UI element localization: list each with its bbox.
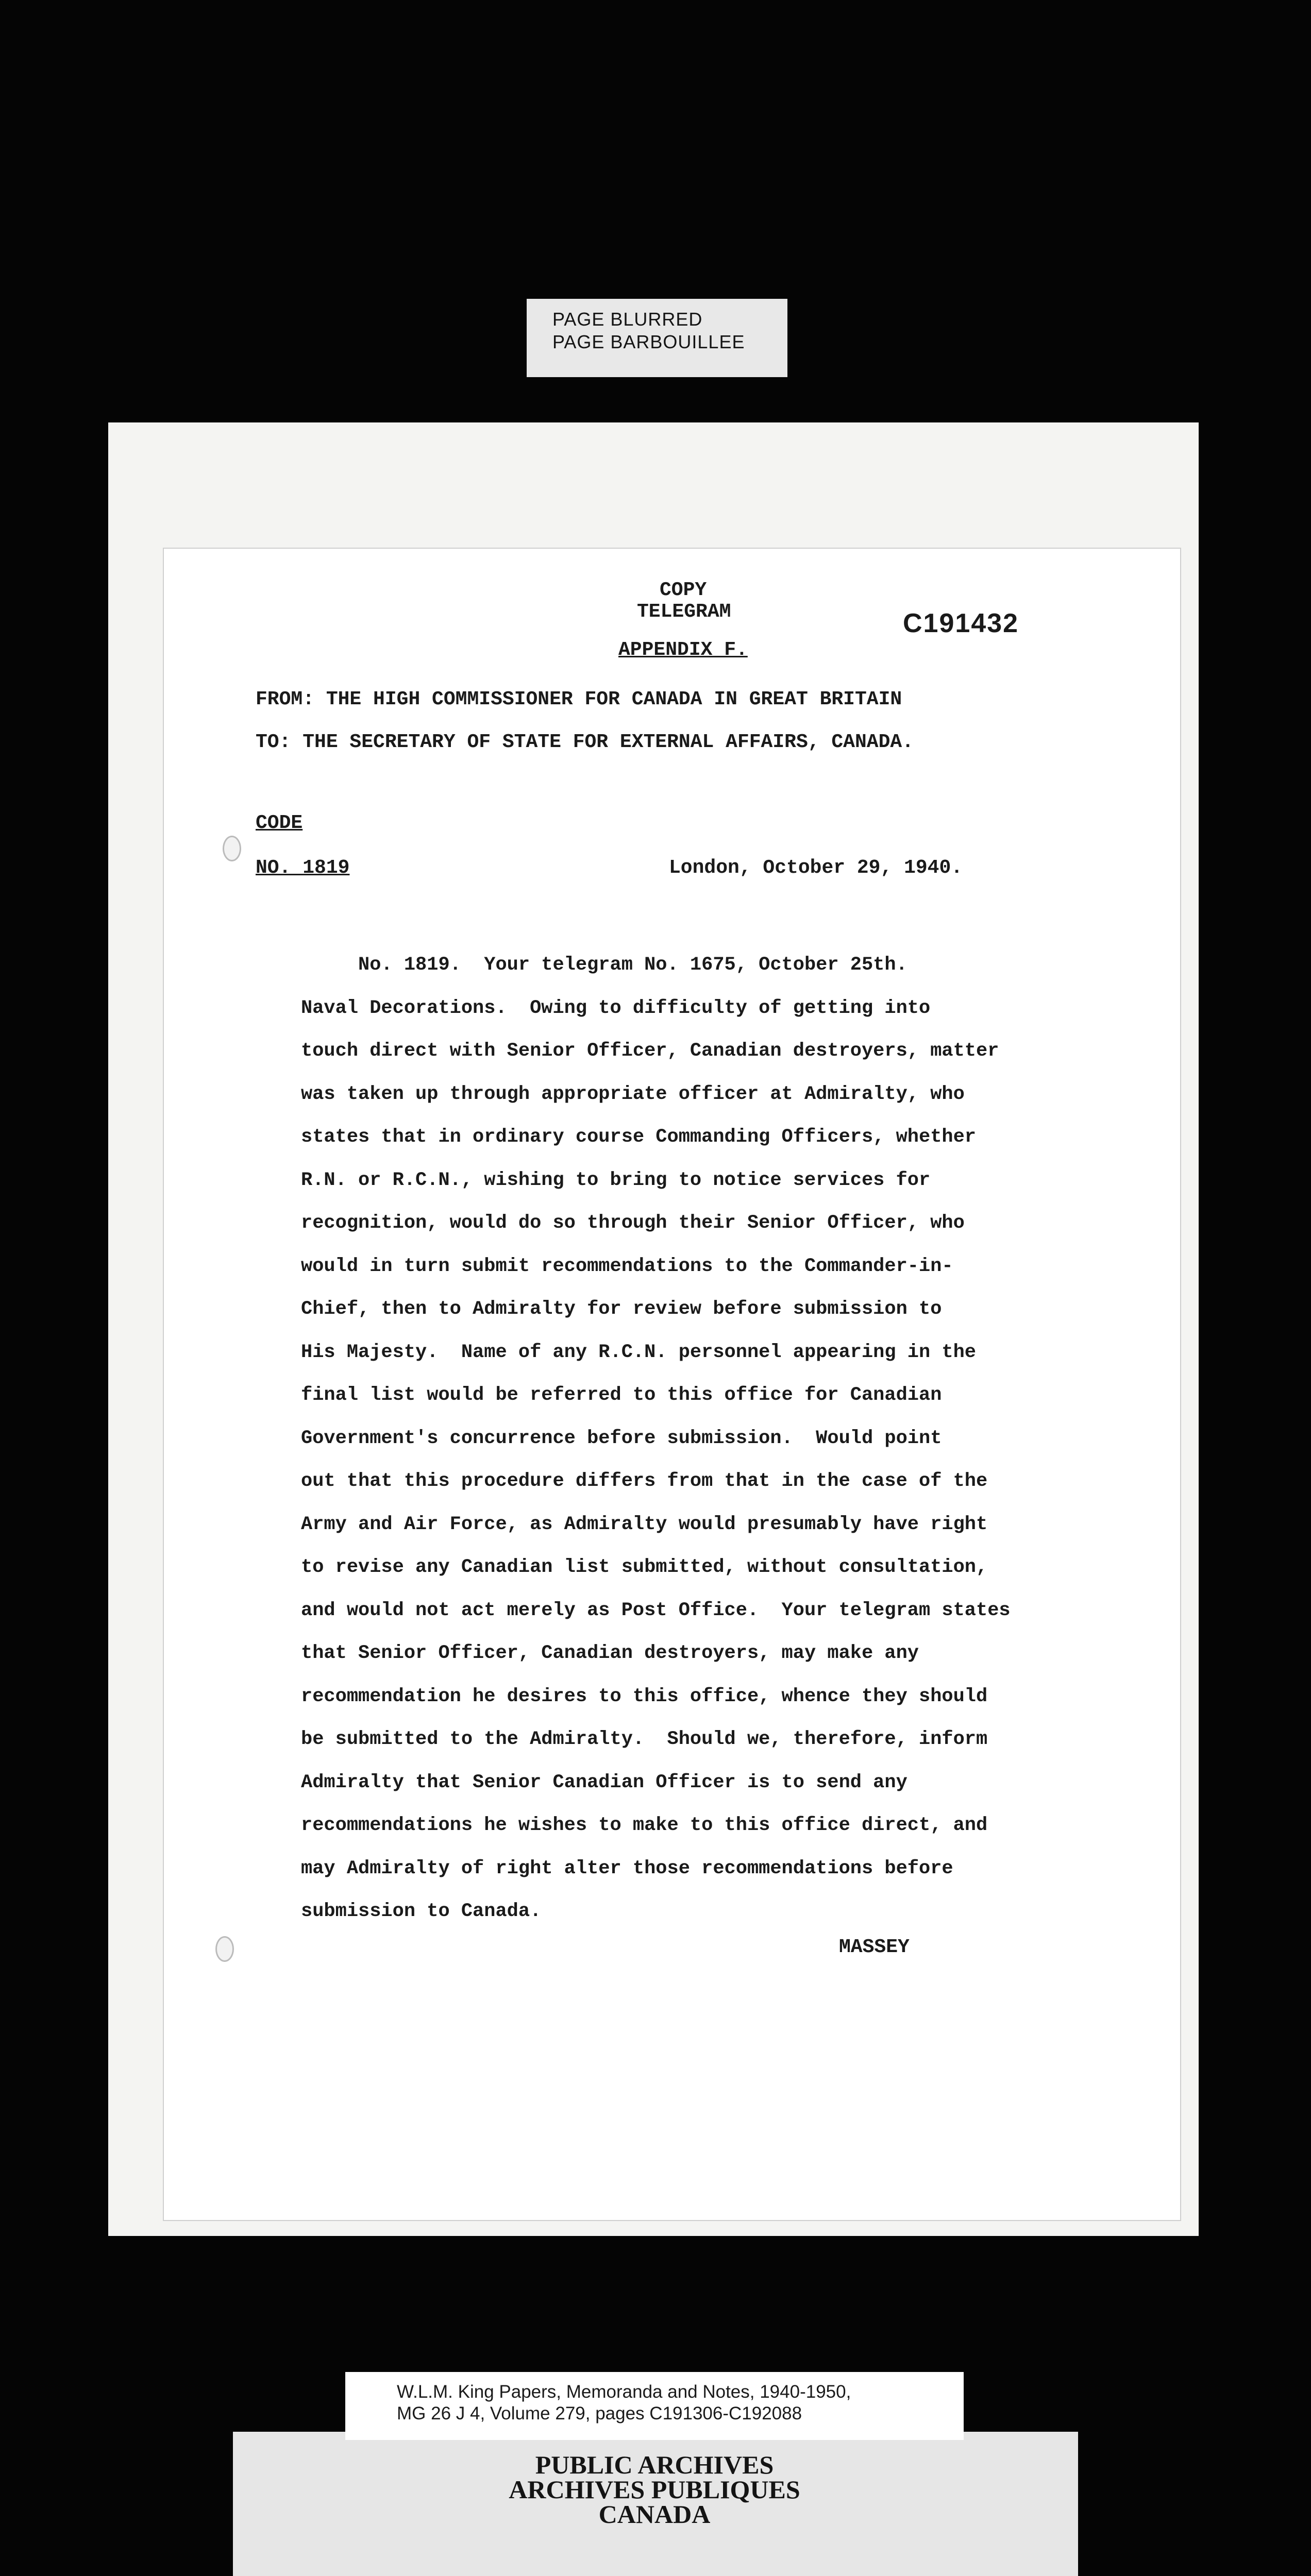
from-line: FROM: THE HIGH COMMISSIONER FOR CANADA IN GREAT BRITAIN — [256, 688, 902, 710]
page-blurred-label — [527, 299, 787, 377]
source-caption-line: W.L.M. King Papers, Memoranda and Notes, 1940-1950, — [397, 2382, 851, 2402]
punch-hole-mark — [215, 1936, 234, 1962]
telegram-body — [301, 944, 1105, 1934]
body-line: may Admiralty of right alter those recommendations before — [301, 1857, 953, 1879]
body-line: R.N. or R.C.N., wishing to bring to notice services for — [301, 1169, 931, 1191]
body-line: Chief, then to Admiralty for review before submission to — [301, 1298, 942, 1320]
archives-stamp — [345, 2452, 964, 2527]
body-line: His Majesty. Name of any R.C.N. personnel appearing in the — [301, 1341, 977, 1363]
body-line: would in turn submit recommendations to the Commander-in- — [301, 1255, 953, 1277]
body-line: Admiralty that Senior Canadian Officer is to send any — [301, 1771, 907, 1793]
body-line: Government's concurrence before submission. Would point — [301, 1427, 942, 1449]
copy-heading: COPY — [660, 579, 707, 601]
archives-stamp-line: ARCHIVES PUBLIQUES — [509, 2475, 800, 2504]
code-label: CODE — [256, 812, 303, 834]
body-line: recommendations he wishes to make to this office direct, and — [301, 1815, 988, 1836]
blur-notice-french: PAGE BARBOUILLEE — [552, 331, 745, 352]
body-line: out that this procedure differs from that in the case of the — [301, 1470, 988, 1492]
body-line: touch direct with Senior Officer, Canadian destroyers, matter — [301, 1040, 999, 1062]
archives-stamp-line: PUBLIC ARCHIVES — [535, 2450, 774, 2479]
body-line: be submitted to the Admiralty. Should we, therefore, inform — [301, 1728, 988, 1750]
body-line: that Senior Officer, Canadian destroyers, may make any — [301, 1642, 919, 1664]
body-line: to revise any Canadian list submitted, without consultation, — [301, 1556, 988, 1578]
body-line: recognition, would do so through their Senior Officer, who — [301, 1212, 965, 1234]
document-number: C191432 — [903, 608, 1019, 638]
telegram-number: NO. 1819 — [256, 857, 350, 879]
to-line: TO: THE SECRETARY OF STATE FOR EXTERNAL AFFAIRS, CANADA. — [256, 731, 914, 753]
telegram-heading: TELEGRAM — [637, 601, 731, 623]
blur-notice-english: PAGE BLURRED — [552, 309, 703, 330]
body-line: states that in ordinary course Commanding Officers, whether — [301, 1126, 977, 1148]
body-line: and would not act merely as Post Office. Your telegram states — [301, 1599, 1011, 1621]
archives-stamp-line: CANADA — [598, 2500, 711, 2529]
body-line: final list would be referred to this office for Canadian — [301, 1384, 942, 1406]
signature: MASSEY — [839, 1936, 910, 1958]
body-line: recommendation he desires to this office, whence they should — [301, 1685, 988, 1707]
body-line: No. 1819. Your telegram No. 1675, October 25th. — [301, 954, 907, 976]
body-line: was taken up through appropriate officer at Admiralty, who — [301, 1083, 965, 1105]
body-line: submission to Canada. — [301, 1901, 542, 1922]
body-line: Naval Decorations. Owing to difficulty of getting into — [301, 997, 931, 1019]
source-caption — [345, 2372, 964, 2440]
source-caption-line: MG 26 J 4, Volume 279, pages C191306-C192088 — [397, 2403, 802, 2424]
appendix-heading: APPENDIX F. — [618, 639, 748, 661]
dateline: London, October 29, 1940. — [669, 857, 963, 879]
punch-hole-mark — [223, 836, 241, 861]
body-line: Army and Air Force, as Admiralty would presumably have right — [301, 1513, 988, 1535]
